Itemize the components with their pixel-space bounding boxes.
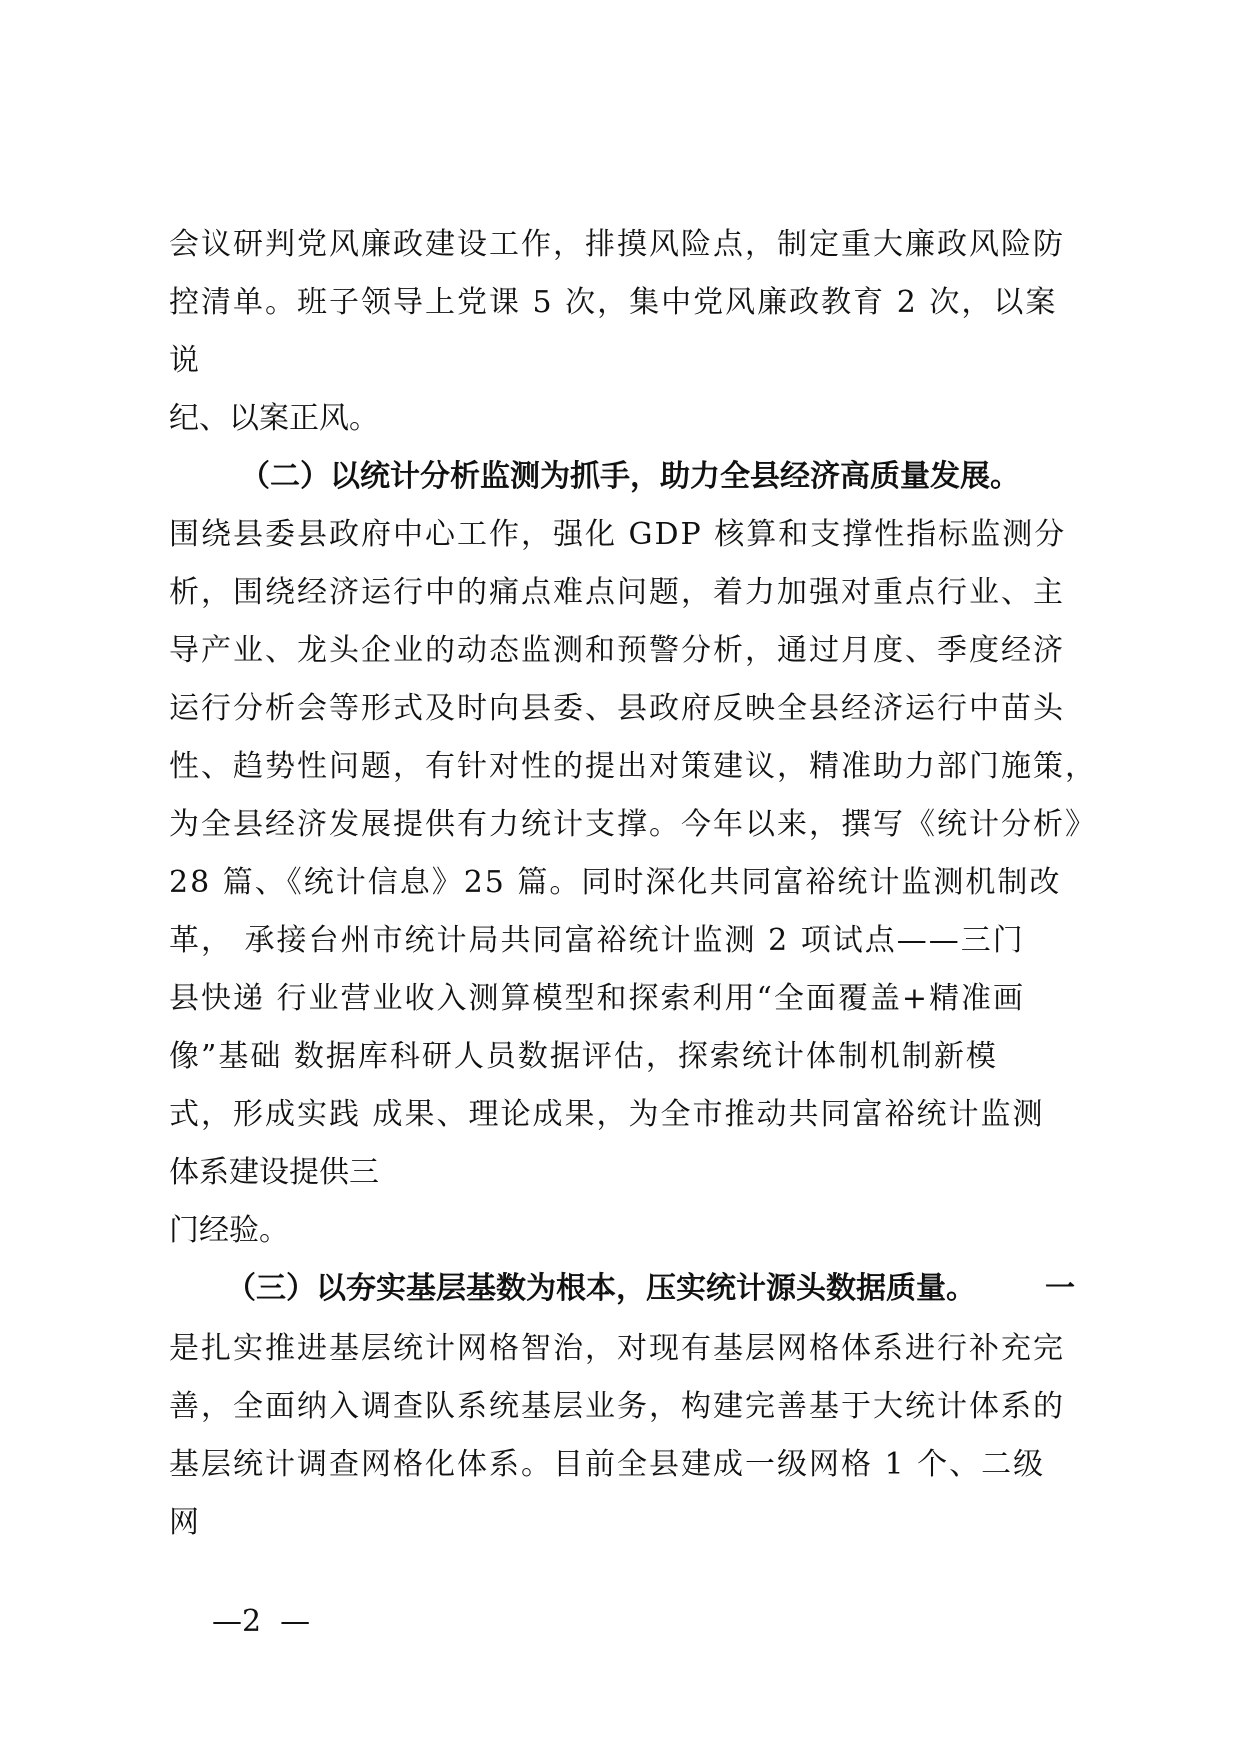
body-line: 像”基础 数据库科研人员数据评估，探索统计体制机制新模 <box>169 1039 998 1074</box>
body-line: 会议研判党风廉政建设工作，排摸风险点，制定重大廉政风险防 <box>169 227 1065 262</box>
body-line: 围绕县委县政府中心工作，强化 GDP 核算和支撑性指标监测分 <box>169 517 1067 552</box>
section-heading-2: （二）以统计分析监测为抓手，助力全县经济高质量发展。 <box>240 459 1020 494</box>
body-line: 网 <box>169 1505 199 1540</box>
body-line: 控清单。班子领导上党课 5 次，集中党风廉政教育 2 次，以案 <box>169 285 1058 320</box>
body-line: 28 篇、《统计信息》25 篇。同时深化共同富裕统计监测机制改 <box>169 865 1062 900</box>
body-line: 性、趋势性问题，有针对性的提出对策建议，精准助力部门施策， <box>169 749 1097 784</box>
body-line: 纪、以案正风。 <box>169 401 379 436</box>
page-number: —2 — <box>212 1604 311 1639</box>
body-line: 析，围绕经济运行中的痛点难点问题，着力加强对重点行业、主 <box>169 575 1065 610</box>
body-line: 革， 承接台州市统计局共同富裕统计监测 2 项试点——三门 <box>169 923 1025 958</box>
body-line: 体系建设提供三 <box>169 1155 379 1190</box>
body-line: 为全县经济发展提供有力统计支撑。今年以来，撰写《统计分析》 <box>169 807 1097 842</box>
body-line: 运行分析会等形式及时向县委、县政府反映全县经济运行中苗头 <box>169 691 1065 726</box>
body-line: 说 <box>169 343 199 378</box>
body-line: 是扎实推进基层统计网格智治，对现有基层网格体系进行补充完 <box>169 1331 1065 1366</box>
heading-trailing-text: 一 <box>1045 1271 1075 1306</box>
body-line: 门经验。 <box>169 1213 289 1248</box>
body-line: 导产业、龙头企业的动态监测和预警分析，通过月度、季度经济 <box>169 633 1065 668</box>
section-heading-3: （三）以夯实基层基数为根本，压实统计源头数据质量。 <box>226 1271 976 1306</box>
body-line: 式，形成实践 成果、理论成果，为全市推动共同富裕统计监测 <box>169 1097 1045 1132</box>
body-line: 基层统计调查网格化体系。目前全县建成一级网格 1 个、二级 <box>169 1447 1046 1482</box>
body-line: 县快递 行业营业收入测算模型和探索利用“全面覆盖+精准画 <box>169 981 1026 1016</box>
body-line: 善，全面纳入调查队系统基层业务，构建完善基于大统计体系的 <box>169 1389 1065 1424</box>
